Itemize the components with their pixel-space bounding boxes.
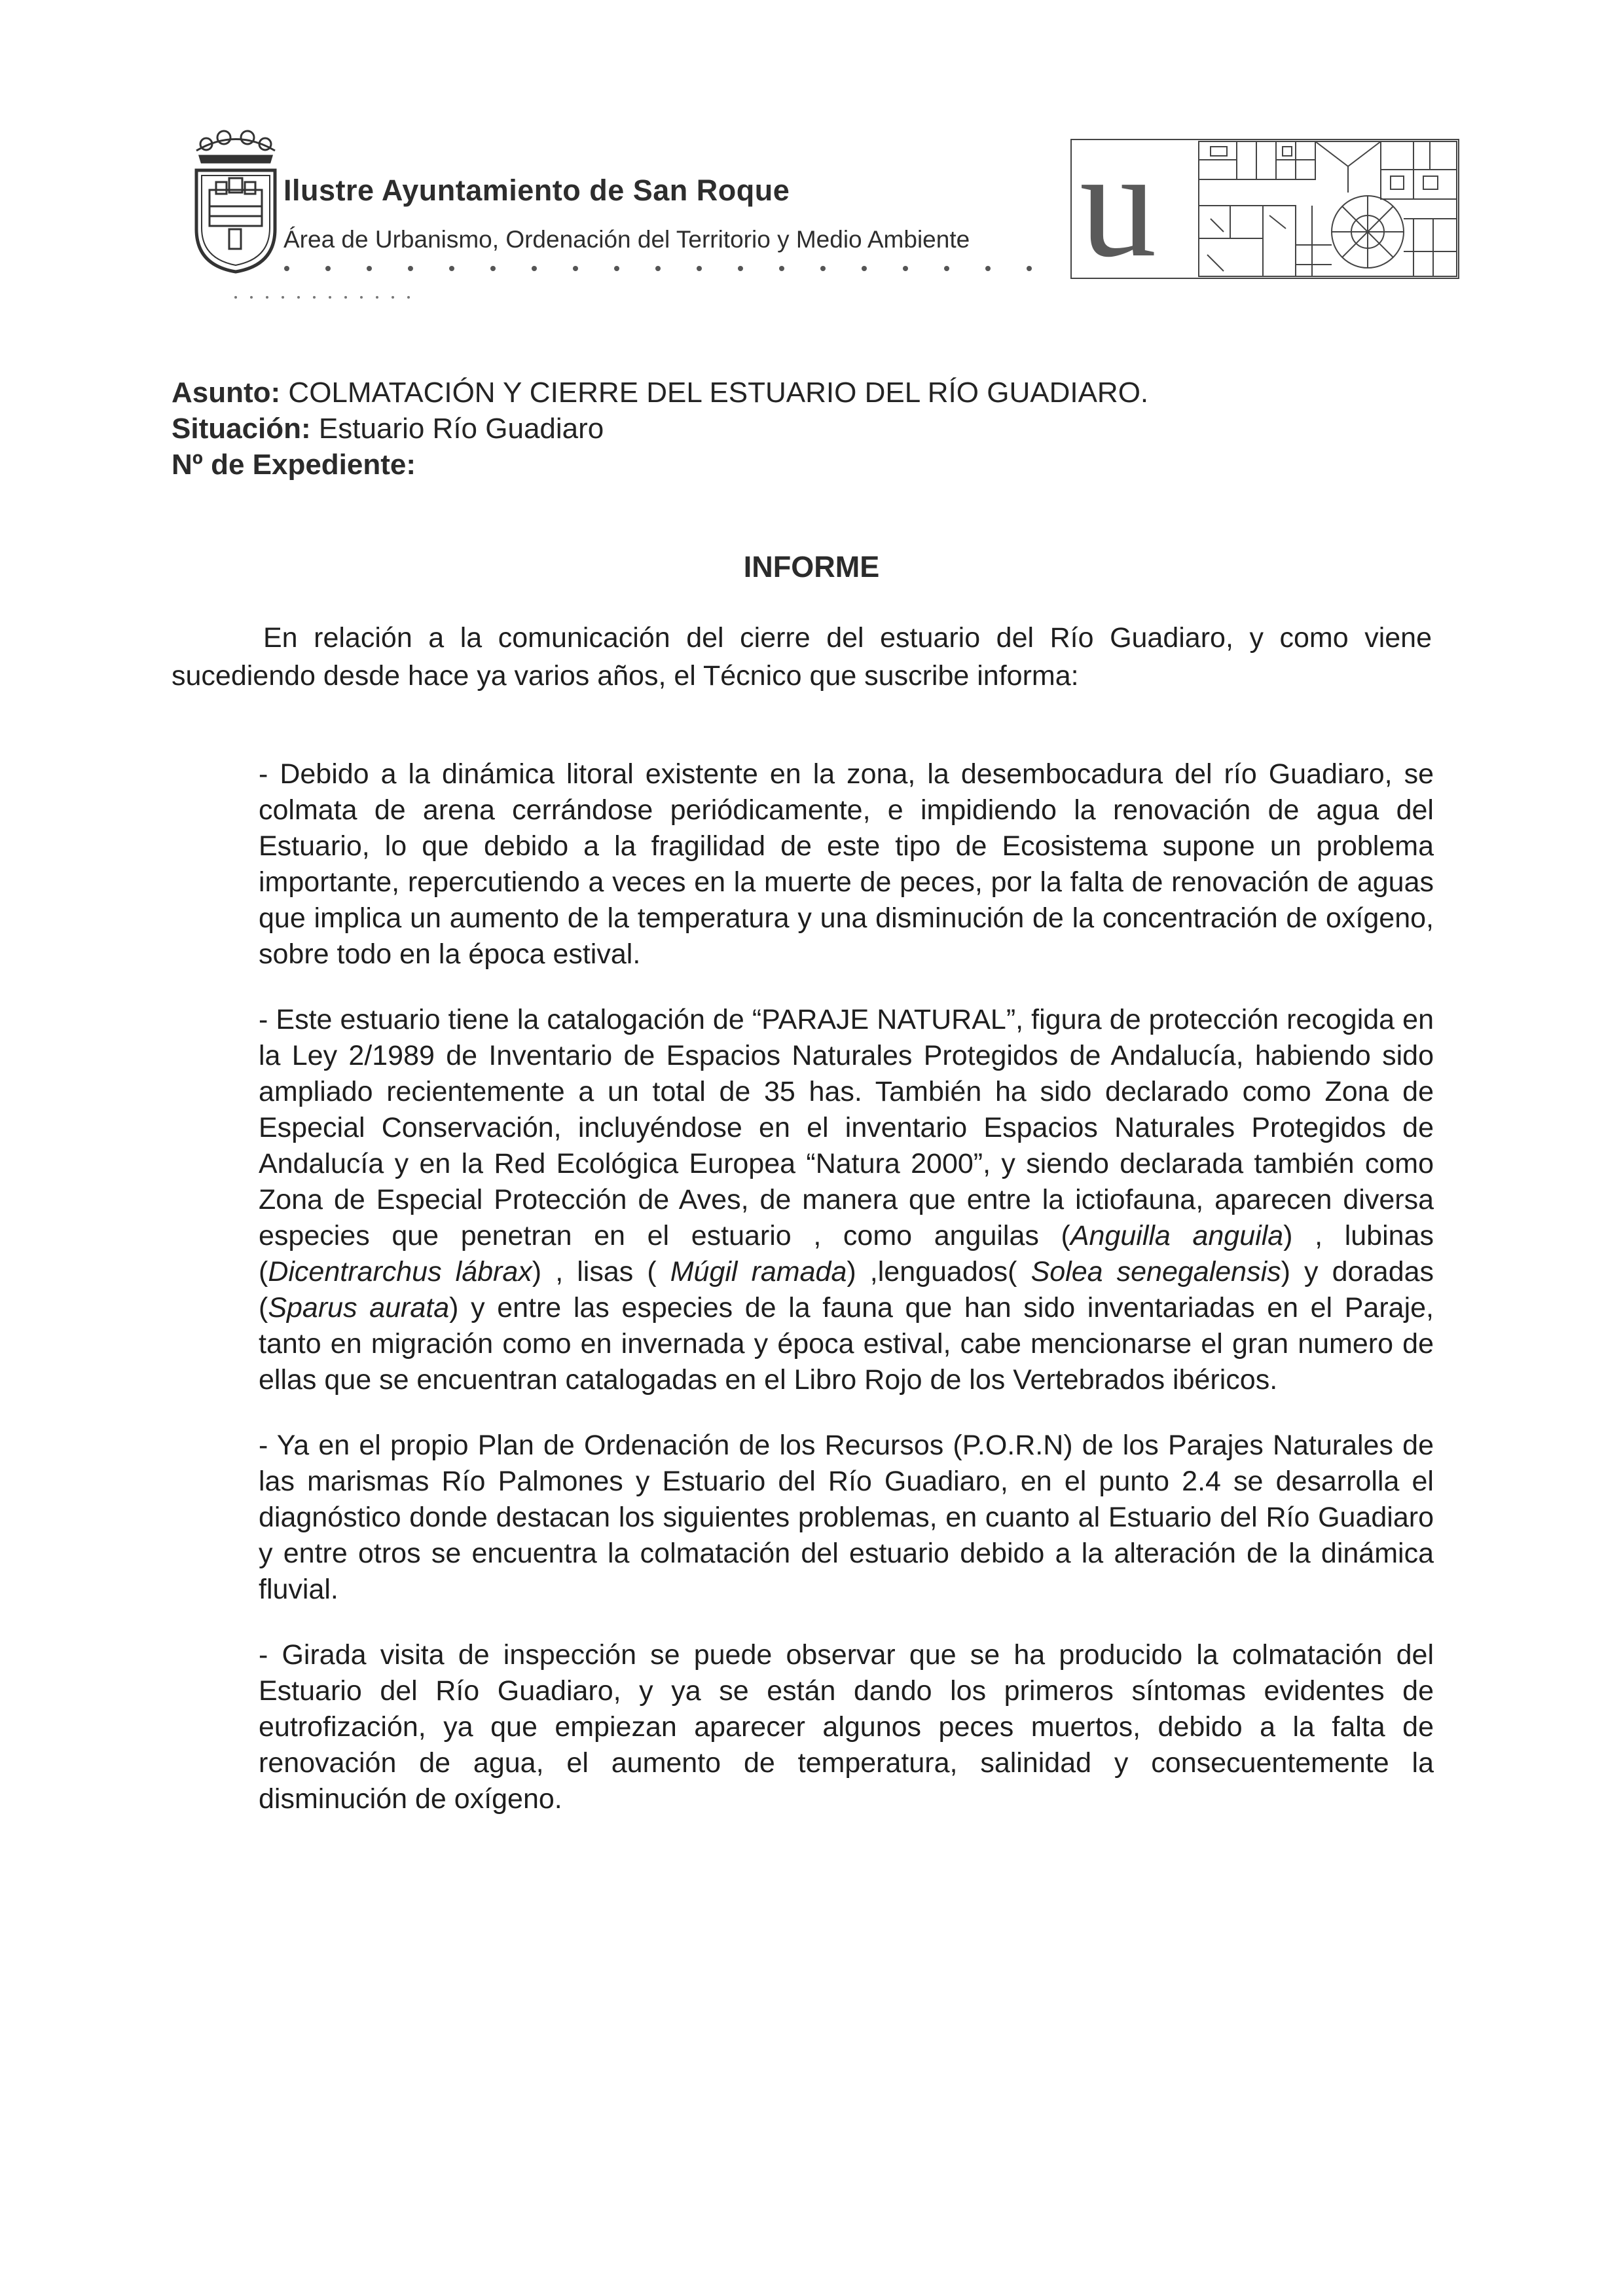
- point-2-text-4: ) ,lenguados(: [847, 1256, 1031, 1287]
- point-2-text-6: ) y entre las especies de la fauna que han sido inventariadas en el Paraje, tanto en migración como en invernada y época estival, cabe mencionarse el gran numero de ellas que se encuentran catalogadas en el Libro Rojo de los Vertebrados ibéricos.: [259, 1292, 1434, 1396]
- species-lenguado: Solea senegalensis: [1030, 1256, 1281, 1287]
- asunto-line: [172, 377, 1148, 409]
- species-dorada: Sparus aurata: [268, 1292, 450, 1324]
- city-map-icon: [1197, 140, 1458, 278]
- expediente-label: Nº de Expediente:: [172, 449, 416, 481]
- asunto-value: COLMATACIÓN Y CIERRE DEL ESTUARIO DEL RÍO GUADIARO.: [288, 377, 1149, 409]
- dotted-divider-small: [232, 288, 429, 304]
- point-1: - Debido a la dinámica litoral existente en la zona, la desembocadura del río Guadiaro, se colmata de arena cerrándose periódicamente, e impidiendo la renovación de agua del Estuario, lo que debido a la fragilidad de este tipo de Ecosistema supone un problema importante, repercutiendo a veces en la muerte de peces, por la falta de renovación de aguas que implica un aumento de la temperatura y una disminución de la concentración de oxígeno, sobre todo en la época estival.: [259, 758, 1434, 970]
- point-2-text-1: - Este estuario tiene la catalogación de “PARAJE NATURAL”, figura de protección recogida en la Ley 2/1989 de Inventario de Espacios Naturales Protegidos de Andalucía, habiendo sido ampliado recientemente a un total de 35 has. También ha sido declarado como Zona de Especial Conservación, incluyéndose en el inventario Espacios Naturales Protegidos de Andalucía y en la Red Ecológica Europea “Natura 2000”, y siendo declarada también como Zona de Especial Protección de Aves, de manera que entre la ictiofauna, aparecen diversa especies que penetran en el estuario , como anguilas (: [259, 1004, 1434, 1251]
- intro-text: En relación a la comunicación del cierre del estuario del Río Guadiaro, y como viene sucediendo desde hace ya varios años, el Técnico que suscribe informa:: [172, 622, 1432, 692]
- intro-paragraph: [172, 619, 1432, 695]
- species-anguila: Anguilla anguila: [1070, 1220, 1284, 1251]
- point-2-text-2: ) , lubinas (: [259, 1220, 1434, 1287]
- report-points: [259, 756, 1434, 1847]
- situacion-line: [172, 413, 604, 445]
- point-4: - Girada visita de inspección se puede observar que se ha producido la colmatación del Estuario del Río Guadiaro, y ya se están dando los primeros síntomas evidentes de eutrofización, ya que empiezan aparecer algunos peces muertos, debido a la falta de renovación de agua, el aumento de temperatura, salinidad y consecuentemente la disminución de oxígeno.: [259, 1639, 1434, 1815]
- situacion-label: Situación:: [172, 413, 311, 445]
- expediente-line: [172, 449, 416, 481]
- point-3: - Ya en el propio Plan de Ordenación de los Recursos (P.O.R.N) de los Parajes Naturales de las marismas Río Palmones y Estuario del Río Guadiaro, en el punto 2.4 se desarrolla el diagnóstico donde destacan los siguientes problemas, en cuanto al Estuario del Río Guadiaro y entre otros se encuentra la colmatación del estuario debido a la alteración de la dinámica fluvial.: [259, 1430, 1434, 1605]
- urbanism-logo: [1070, 119, 1459, 289]
- asunto-label: Asunto:: [172, 377, 281, 409]
- point-2-text-3: ) , lisas (: [532, 1256, 670, 1287]
- situacion-value: Estuario Río Guadiaro: [318, 413, 604, 445]
- organization-name: Ilustre Ayuntamiento de San Roque: [283, 174, 790, 207]
- species-lubina: Dicentrarchus lábrax: [268, 1256, 532, 1287]
- dotted-divider: [283, 261, 1036, 276]
- document-title: INFORME: [743, 550, 880, 583]
- logo-letter: u: [1080, 119, 1157, 289]
- point-2-text-5: ) y doradas (: [259, 1256, 1434, 1324]
- department-name: Área de Urbanismo, Ordenación del Territorio y Medio Ambiente: [283, 226, 970, 253]
- species-lisa: Múgil ramada: [670, 1256, 847, 1287]
- point-2: [259, 1002, 1434, 1398]
- coat-of-arms-icon: [190, 124, 282, 275]
